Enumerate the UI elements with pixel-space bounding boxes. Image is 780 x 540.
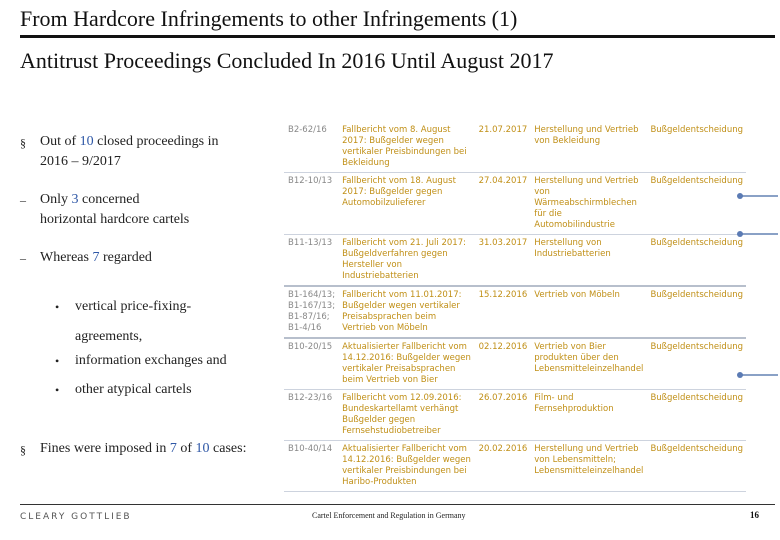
case-id: B12-23/16 <box>284 390 338 441</box>
case-subject: Vertrieb von Möbeln <box>530 286 646 338</box>
sub-bullet-vertical: • vertical price-fixing- agreements, <box>55 292 275 352</box>
case-subject: Herstellung und Vertrieb von Bekleidung <box>530 122 646 173</box>
title-divider <box>20 35 775 38</box>
slide-title-line1: From Hardcore Infringements to other Infringements (1) <box>20 6 518 31</box>
case-report: Fallbericht vom 12.09.2016: Bundeskartellamt verhängt Bußgelder gegen Fernsehstudiobetreiber <box>338 390 474 441</box>
sub-bullet-atypical: • other atypical cartels <box>55 380 275 400</box>
slide-title-line2: Antitrust Proceedings Concluded In 2016 Until August 2017 <box>20 48 554 73</box>
row-marker-icon <box>740 374 778 376</box>
case-type: Bußgeldentscheidung <box>646 390 746 441</box>
bullet-fines: § Fines were imposed in 7 of 10 cases: <box>20 439 420 459</box>
case-date: 20.02.2016 <box>475 441 531 492</box>
bullet-whereas: – Whereas 7 regarded <box>20 248 280 268</box>
case-report: Fallbericht vom 18. August 2017: Bußgelder gegen Automobilzulieferer <box>338 173 474 235</box>
case-subject: Herstellung und Vertrieb von Wärmeabschirmblechen für die Automobilindustrie <box>530 173 646 235</box>
case-date: 21.07.2017 <box>475 122 531 173</box>
table-row <box>284 173 746 235</box>
table-row <box>284 286 746 338</box>
bullet-horizontal-cartels: – Only 3 concerned horizontal hardcore cartels <box>20 192 190 227</box>
highlight-number: 10 <box>79 134 94 149</box>
case-report: Aktualisierter Fallbericht vom 14.12.2016: Bußgelder wegen vertikaler Preisbindungen bei Haribo-Produkten <box>338 441 474 492</box>
case-type: Bußgeldentscheidung <box>646 173 746 235</box>
case-subject: Herstellung und Vertrieb von Lebensmitteln; Lebensmitteleinzelhandel <box>530 441 646 492</box>
dash-bullet-icon: – <box>20 251 26 265</box>
table-row <box>284 338 746 390</box>
table-row <box>284 122 746 173</box>
case-date: 26.07.2016 <box>475 390 531 441</box>
square-bullet-icon: § <box>20 136 26 150</box>
cases-table <box>284 122 746 492</box>
case-id: B1-164/13; B1-167/13; B1-87/16; B1-4/16 <box>284 286 338 338</box>
square-bullet-icon: § <box>20 443 26 457</box>
highlight-number: 10 <box>195 441 210 456</box>
case-date: 15.12.2016 <box>475 286 531 338</box>
dash-bullet-icon: – <box>20 193 26 207</box>
case-report: Aktualisierter Fallbericht vom 14.12.2016: Bußgelder wegen vertikaler Preisabsprachen beim Vertrieb von Bier <box>338 338 474 390</box>
dot-bullet-icon: • <box>55 354 60 368</box>
sub-bullet-information: • information exchanges and <box>55 351 275 371</box>
highlight-number: 7 <box>169 441 177 456</box>
page-number: 16 <box>750 510 759 520</box>
dot-bullet-icon: • <box>55 300 60 314</box>
case-date: 02.12.2016 <box>475 338 531 390</box>
case-id: B10-40/14 <box>284 441 338 492</box>
bullet-closed-proceedings: § Out of 10 closed proceedings in 2016 – 9/2017 <box>20 134 219 169</box>
row-marker-icon <box>740 195 778 197</box>
case-type: Bußgeldentscheidung <box>646 122 746 173</box>
cases-table-body <box>284 122 746 492</box>
table-row <box>284 441 746 492</box>
table-row <box>284 235 746 287</box>
case-id: B2-62/16 <box>284 122 338 173</box>
footer-divider <box>20 504 775 505</box>
case-type: Bußgeldentscheidung <box>646 286 746 338</box>
case-subject: Herstellung von Industriebatterien <box>530 235 646 287</box>
table-row <box>284 390 746 441</box>
row-marker-icon <box>740 233 778 235</box>
case-date: 27.04.2017 <box>475 173 531 235</box>
footer-title: Cartel Enforcement and Regulation in Germany <box>312 511 466 520</box>
case-id: B10-20/15 <box>284 338 338 390</box>
case-report: Fallbericht vom 8. August 2017: Bußgelder wegen vertikaler Preisbindungen bei Bekleidung <box>338 122 474 173</box>
cleary-gottlieb-logo: CLEARY GOTTLIEB <box>20 512 132 522</box>
case-type: Bußgeldentscheidung <box>646 441 746 492</box>
case-type: Bußgeldentscheidung <box>646 338 746 390</box>
case-type: Bußgeldentscheidung <box>646 235 746 287</box>
case-date: 31.03.2017 <box>475 235 531 287</box>
case-report: Fallbericht vom 21. Juli 2017: Bußgeldverfahren gegen Hersteller von Industriebatterien <box>338 235 474 287</box>
case-subject: Film- und Fernsehproduktion <box>530 390 646 441</box>
highlight-number: 3 <box>71 192 79 207</box>
case-subject: Vertrieb von Bier produkten über den Lebensmitteleinzelhandel <box>530 338 646 390</box>
highlight-number: 7 <box>92 250 100 265</box>
case-id: B12-10/13 <box>284 173 338 235</box>
dot-bullet-icon: • <box>55 383 60 397</box>
case-id: B11-13/13 <box>284 235 338 287</box>
case-report: Fallbericht vom 11.01.2017: Bußgelder wegen vertikaler Preisabsprachen beim Vertrieb von Möbeln <box>338 286 474 338</box>
